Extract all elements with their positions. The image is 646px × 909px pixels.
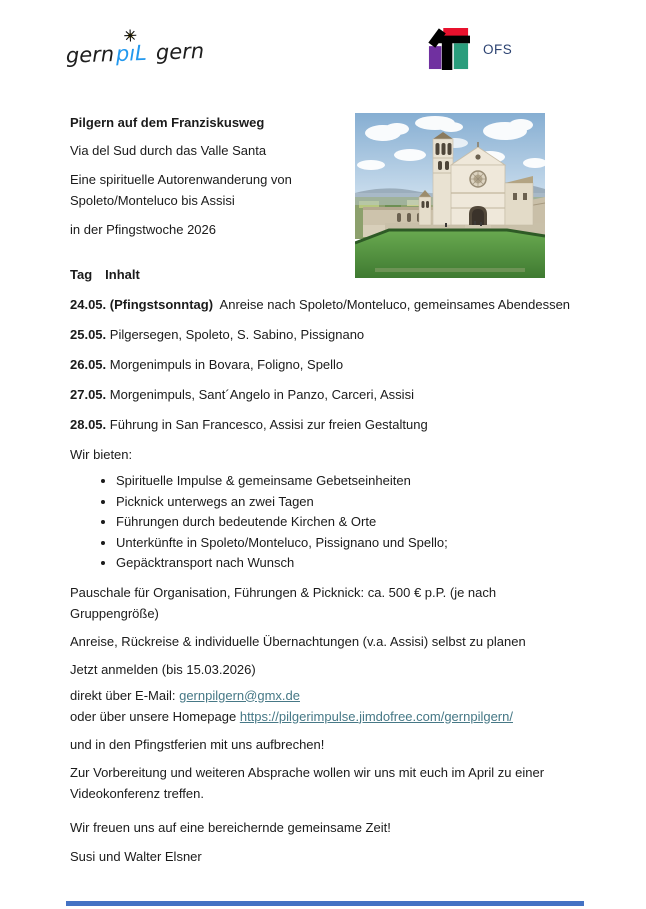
schedule-col-day: Tag: [70, 267, 93, 282]
schedule-text-2: Pilgersegen, Spoleto, S. Sabino, Pissignano: [106, 327, 365, 342]
schedule-row-2: [70, 324, 584, 345]
offer-item-5: • Gepäcktransport nach Wunsch: [116, 553, 584, 574]
page-title: Pilgern auf dem Franziskusweg: [70, 115, 265, 130]
offer-item-3: • Führungen durch bedeutende Kirchen & Orte: [116, 512, 584, 533]
logo-star-icon: [124, 29, 136, 41]
bottom-divider-bar: [66, 901, 584, 906]
schedule-row-3: [70, 354, 584, 375]
schedule-row-4: [70, 384, 584, 405]
ofs-logo-group: [428, 28, 512, 70]
flyer-body: [70, 112, 584, 867]
depart-note: und in den Pfingstferien mit uns aufbrechen!: [70, 736, 325, 752]
schedule-date-1: 24.05. (Pfingstsonntag): [70, 297, 214, 312]
offer-item-2: • Picknick unterwegs an zwei Tagen: [116, 492, 584, 513]
email-link[interactable]: gernpilgern@gmx.de: [179, 687, 300, 703]
email-prefix: direkt über E-Mail:: [70, 687, 180, 703]
schedule-col-content: Inhalt: [105, 267, 140, 282]
ofs-tau-logo-icon: [428, 28, 470, 70]
schedule-text-4: Morgenimpuls, Sant´Angelo in Panzo, Carceri, Assisi: [106, 387, 414, 402]
price-line2: Gruppengröße): [70, 605, 159, 621]
schedule-date-3: 26.05.: [70, 357, 107, 372]
ofs-label: OFS: [483, 41, 513, 57]
schedule-text-1: Anreise nach Spoleto/Monteluco, gemeinsames Abendessen: [213, 297, 571, 312]
gern-pilgern-logo: [64, 20, 224, 82]
gern-pilgern-logo-art: [64, 20, 224, 82]
subtitle: Via del Sud durch das Valle Santa: [70, 143, 267, 158]
schedule-header: [70, 264, 584, 285]
description: [70, 169, 584, 211]
homepage-link[interactable]: https://pilgerimpulse.jimdofree.com/gernpilgern/: [239, 708, 513, 724]
schedule-date-4: 27.05.: [70, 387, 107, 402]
price-line1: Pauschale für Organisation, Führungen & Picknick: ca. 500 € p.P. (je nach: [70, 584, 497, 600]
signature: Susi und Walter Elsner: [70, 848, 202, 864]
price-paragraph: [70, 582, 584, 624]
schedule-row-1: [70, 294, 584, 315]
logo-text-left: gern: [65, 42, 115, 68]
register-note: Jetzt anmelden (bis 15.03.2026): [70, 661, 256, 677]
schedule-date-5: 28.05.: [70, 417, 107, 432]
closing-note: Wir freuen uns auf eine bereichernde gemeinsame Zeit!: [70, 819, 391, 835]
offer-list: [70, 471, 584, 574]
schedule-text-5: Führung in San Francesco, Assisi zur freien Gestaltung: [106, 417, 428, 432]
homepage-prefix: oder über unsere Homepage: [70, 708, 240, 724]
prep-line1: Zur Vorbereitung und weiteren Absprache wollen wir uns mit euch im April zu einer: [70, 764, 545, 780]
prep-paragraph: [70, 762, 584, 804]
offer-item-1: • Spirituelle Impulse & gemeinsame Gebetseinheiten: [116, 471, 584, 492]
schedule-date-2: 25.05.: [70, 327, 107, 342]
contact-paragraph: [70, 685, 584, 727]
logo-text-mid: pıL: [115, 40, 148, 66]
description-line2: Spoleto/Monteluco bis Assisi: [70, 193, 235, 208]
schedule-text-3: Morgenimpuls in Bovara, Foligno, Spello: [106, 357, 344, 372]
logo-text-right: gern: [155, 38, 205, 65]
offer-item-4: • Unterkünfte in Spoleto/Monteluco, Pissignano und Spello;: [116, 533, 584, 554]
schedule-row-5: [70, 414, 584, 435]
prep-line2: Videokonferenz treffen.: [70, 785, 204, 801]
offer-heading: Wir bieten:: [70, 447, 133, 462]
description-line1: Eine spirituelle Autorenwanderung von: [70, 172, 292, 187]
travel-note: Anreise, Rückreise & individuelle Übernachtungen (v.a. Assisi) selbst zu planen: [70, 633, 526, 649]
date-range: in der Pfingstwoche 2026: [70, 222, 216, 237]
